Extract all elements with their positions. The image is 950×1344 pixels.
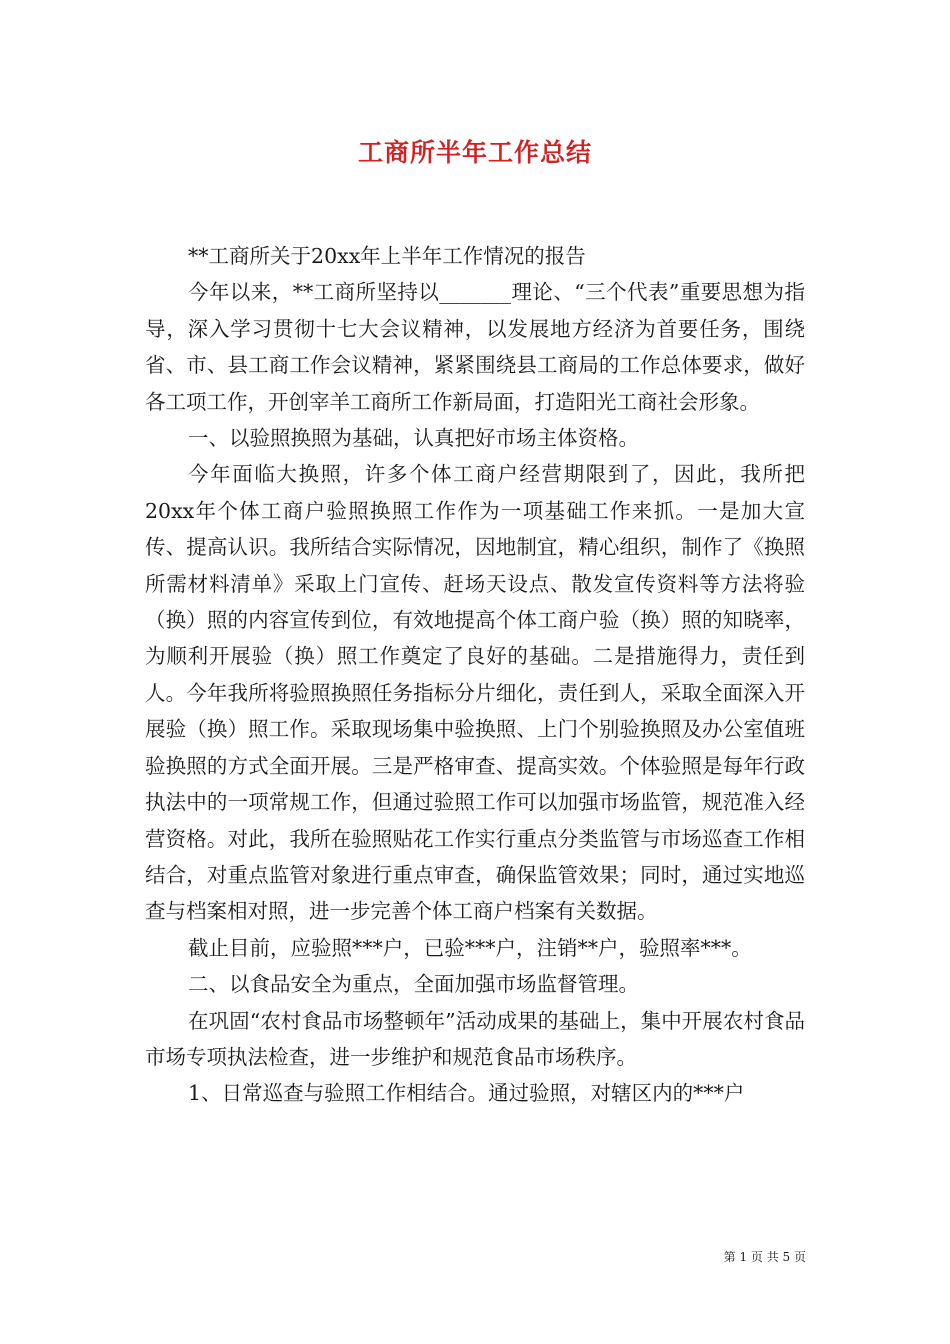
paragraph-license-stats: 截止目前，应验照***户，已验***户，注销**户，验照率***。 bbox=[188, 935, 752, 960]
document-title: 工商所半年工作总结 bbox=[357, 138, 592, 167]
section-heading-1: 一、以验照换照为基础，认真把好市场主体资格。 bbox=[188, 426, 640, 451]
paragraph-intro: 今年以来，**工商所坚持以_______理论、“三个代表”重要思想为指导，深入学习贯彻十七大会议精神，以发展地方经济为首要任务，围绕省、市、县工商工作会议精神，紧紧围绕县工商局的工作总体要求，做好各工项工作，开创宰羊工商所工作新局面，打造阳光工商社会形象。 bbox=[145, 280, 805, 414]
paragraph-license-renewal: 今年面临大换照，许多个体工商户经营期限到了，因此，我所把20xx年个体工商户验照换照工作作为一项基础工作来抓。一是加大宣传、提高认识。我所结合实际情况，因地制宜，精心组织，制作了《换照所需材料清单》采取上门宣传、赶场天设点、散发宣传资料等方法将验（换）照的内容宣传到位，有效地提高个体工商户验（换）照的知晓率，为顺利开展验（换）照工作奠定了良好的基础。二是措施得力，责任到人。今年我所将验照换照任务指标分片细化，责任到人，采取全面深入开展验（换）照工作。采取现场集中验换照、上门个别验换照及办公室值班验换照的方式全面开展。三是严格审查、提高实效。个体验照是每年行政执法中的一项常规工作，但通过验照工作可以加强市场监管，规范准入经营资格。对此，我所在验照贴花工作实行重点分类监管与市场巡查工作相结合，对重点监管对象进行重点审查，确保监管效果；同时，通过实地巡查与档案相对照，进一步完善个体工商户档案有关数据。 bbox=[145, 462, 805, 924]
section-heading-2: 二、以食品安全为重点，全面加强市场监督管理。 bbox=[188, 972, 640, 997]
report-heading: **工商所关于20xx年上半年工作情况的报告 bbox=[188, 244, 586, 268]
page-number-footer: 第 1 页 共 5 页 bbox=[723, 1250, 806, 1264]
paragraph-daily-inspection: 1、日常巡查与验照工作相结合。通过验照，对辖区内的***户 bbox=[188, 1081, 745, 1106]
document-body bbox=[145, 238, 805, 1112]
paragraph-food-safety: 在巩固“农村食品市场整顿年”活动成果的基础上，集中开展农村食品市场专项执法检查，进一步维护和规范食品市场秩序。 bbox=[145, 1008, 805, 1069]
